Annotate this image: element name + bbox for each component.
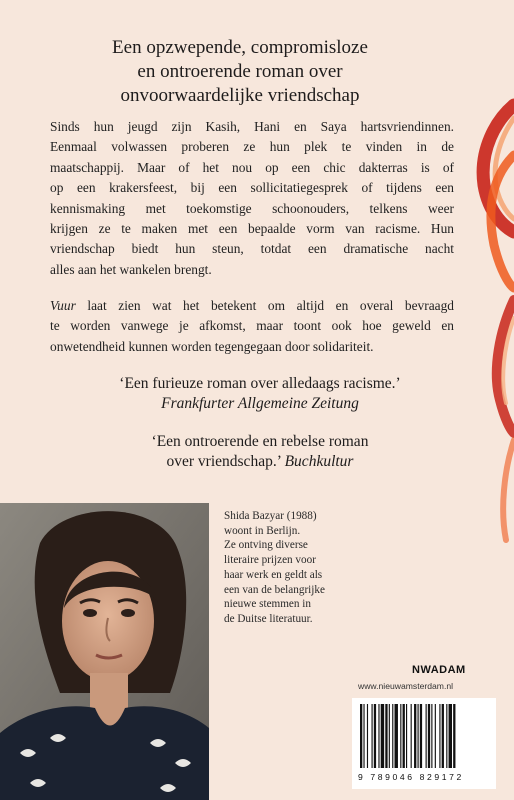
quote-source: Frankfurter Allgemeine Zeitung (161, 395, 359, 412)
publisher-url: www.nieuwamsterdam.nl (358, 681, 454, 691)
barcode-bar (439, 704, 440, 768)
blurb-line: kennismaking met toekomstige schoonouders, telkens weer (50, 200, 454, 216)
barcode-bar (449, 704, 452, 768)
barcode-bar (378, 704, 379, 768)
tagline (60, 36, 420, 108)
blurb-line: krijgen ze te maken met een bepaalde vorm van racisme. Hun (50, 221, 454, 237)
quote-text: ‘Een ontroerende en rebelse roman (151, 433, 369, 450)
blurb-paragraph-1 (50, 117, 454, 280)
barcode-bar (385, 704, 387, 768)
bio-line: woont in Berlijn. (224, 524, 301, 537)
blurb-line (50, 296, 454, 316)
blurb-line: Eenmaal volwassen proberen ze hun plek te vinden in de (50, 139, 454, 155)
blurb-line: Sinds hun jeugd zijn Kasih, Hani en Saya hartsvriendinnen. (50, 119, 454, 134)
barcode-bar (363, 704, 364, 768)
bio-line: een van de belangrijke (224, 583, 325, 596)
barcode-bar (374, 704, 376, 768)
publisher-logo: NWADAM (412, 664, 466, 676)
barcode-bar (435, 704, 436, 768)
barcode-bar (411, 704, 412, 768)
author-portrait-image (0, 503, 209, 800)
book-title: Vuur (50, 298, 76, 313)
barcode-bar (426, 704, 427, 768)
blurb-line: te worden vanwege je afkomst, maar toont ook hoe geweld en (50, 318, 454, 334)
blurb-paragraph-2 (50, 296, 454, 357)
bio-line: Ze ontving diverse (224, 539, 308, 552)
barcode-bar (392, 704, 393, 768)
barcode-bar (372, 704, 373, 768)
blurb-line: maatschappij. Maar of het nou op een chic dakterras is of (50, 159, 454, 175)
review-quote-1 (60, 374, 460, 414)
tagline-line: en ontroerende roman over (137, 61, 343, 82)
quote-text: ‘Een furieuze roman over alledaags racisme.’ (119, 375, 401, 392)
barcode-bar (446, 704, 447, 768)
blurb-line: onwetendheid kunnen worden tegengegaan door solidariteit. (50, 338, 374, 354)
bio-line: haar werk en geldt als (224, 568, 323, 581)
barcode-bar (442, 704, 444, 768)
barcode-bar (389, 704, 390, 768)
bio-line: de Duitse literatuur. (224, 612, 313, 625)
quote-source: Buchkultur (284, 453, 354, 470)
bio-line: nieuwe stemmen in (224, 598, 311, 611)
bio-line: literaire prijzen voor (224, 554, 316, 567)
barcode-bar (414, 704, 416, 768)
barcode-bar (400, 704, 401, 768)
barcode-bar (428, 704, 430, 768)
barcode-bar (403, 704, 405, 768)
quote-text: over vriendschap.’ (166, 453, 285, 470)
barcode-bar (431, 704, 432, 768)
author-photo (0, 503, 209, 800)
barcode-bar (418, 704, 419, 768)
barcode-bar (406, 704, 407, 768)
blurb-text: laat zien wat het betekent om altijd en overal bevraagd (75, 298, 454, 313)
barcode-bar (360, 704, 362, 768)
barcode-bar (381, 704, 384, 768)
isbn-number: 9 789046 829172 (358, 772, 464, 782)
author-bio (224, 509, 374, 627)
review-quote-2 (60, 432, 460, 472)
barcode-bar (453, 704, 455, 768)
barcode-bar (367, 704, 368, 768)
barcode-bar (420, 704, 422, 768)
tagline-line: onvoorwaardelijke vriendschap (120, 85, 360, 106)
barcode-bar (395, 704, 398, 768)
tagline-line: Een opzwepende, compromisloze (112, 37, 368, 58)
blurb-line: alles aan het wankelen brengt. (50, 261, 212, 277)
blurb-line: op een krakersfeest, bij een sollicitatiegesprek of tijdens een (50, 180, 454, 196)
bio-line: Shida Bazyar (1988) (224, 510, 317, 522)
blurb-line: vriendschap biedt hun steun, totdat een dramatische nacht (50, 241, 454, 257)
